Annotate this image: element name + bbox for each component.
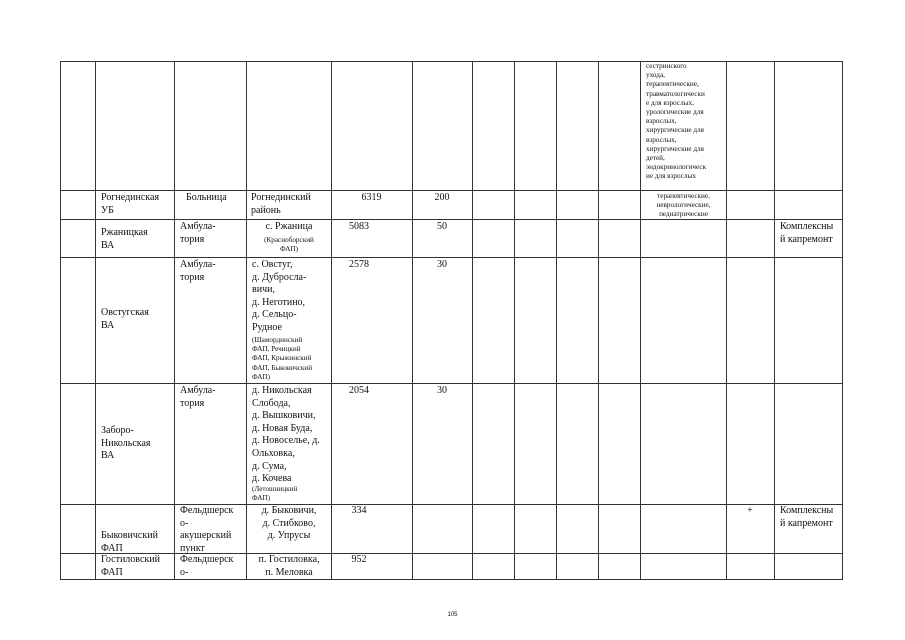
facility-type: Фельдшерск о- <box>180 554 234 578</box>
population-value: 2578 <box>349 259 369 270</box>
population-value: 5083 <box>349 221 369 232</box>
population-value: 6319 <box>361 192 382 203</box>
profile-continuation-note: сестринского ухода, терапевтические, травматологически е для взрослых, урологические для взрослых, хирургические для взрослых, хирургические для детей, эндокринологическ ие для взрослых <box>646 62 707 181</box>
facility-location-note: (Летошницкий ФАП) <box>252 485 298 503</box>
capacity-value: 30 <box>437 259 447 270</box>
capacity-value: 50 <box>437 221 447 232</box>
population-value: 952 <box>351 554 367 565</box>
facility-type: Фельдшерск о- акушерский пункт <box>180 505 234 554</box>
facility-type: Амбула- тория <box>180 259 216 283</box>
facility-name: Заборо- Никольская ВА <box>101 425 151 462</box>
repair-note: Комплексны й капремонт <box>780 505 834 529</box>
page-number: 105 <box>447 612 458 618</box>
facility-location-note: (Шамординский ФАП, Речицкий ФАП, Крыжинский ФАП, Быковичский ФАП) <box>252 336 313 381</box>
facility-location: д. Никольская Слобода, д. Вышковичи, д. Новая Буда, д. Новоселье, д. Ольховка, д. Сума, д. Кочева <box>252 385 320 485</box>
population-value: 2054 <box>349 385 369 396</box>
facility-name: Быковичский ФАП <box>101 530 158 554</box>
repair-note: Комплексны й капремонт <box>780 221 834 245</box>
facility-location: Рогнединский районь <box>251 192 311 216</box>
facility-location: с. Овстуг, д. Дубросла- вичи, д. Неготино, д. Сельцо- Рудное <box>252 259 307 333</box>
facility-name: Ржаницкая ВА <box>101 227 148 251</box>
population-value: 334 <box>351 505 367 516</box>
facility-location: с. Ржаница <box>265 221 313 232</box>
capacity-value: 200 <box>434 192 450 203</box>
facility-location: д. Быковичи, д. Стибково, д. Упрусы <box>261 505 317 542</box>
facility-location: п. Гостиловка, п. Меловка <box>258 554 320 578</box>
capacity-value: 30 <box>437 385 447 396</box>
profile-list: терапевтические, неврологические, педиатрические <box>656 192 711 219</box>
facility-name: Рогнединская УБ <box>101 192 160 216</box>
plus-mark: + <box>747 505 753 516</box>
facility-type: Амбула- тория <box>180 385 216 409</box>
facility-type: Амбула- тория <box>180 221 216 245</box>
facility-name: Овстугская ВА <box>101 307 149 331</box>
facility-location-note: (Красноборский ФАП) <box>264 236 314 254</box>
facility-type: Больница <box>186 192 227 203</box>
facility-name: Гостиловский ФАП <box>101 554 160 578</box>
